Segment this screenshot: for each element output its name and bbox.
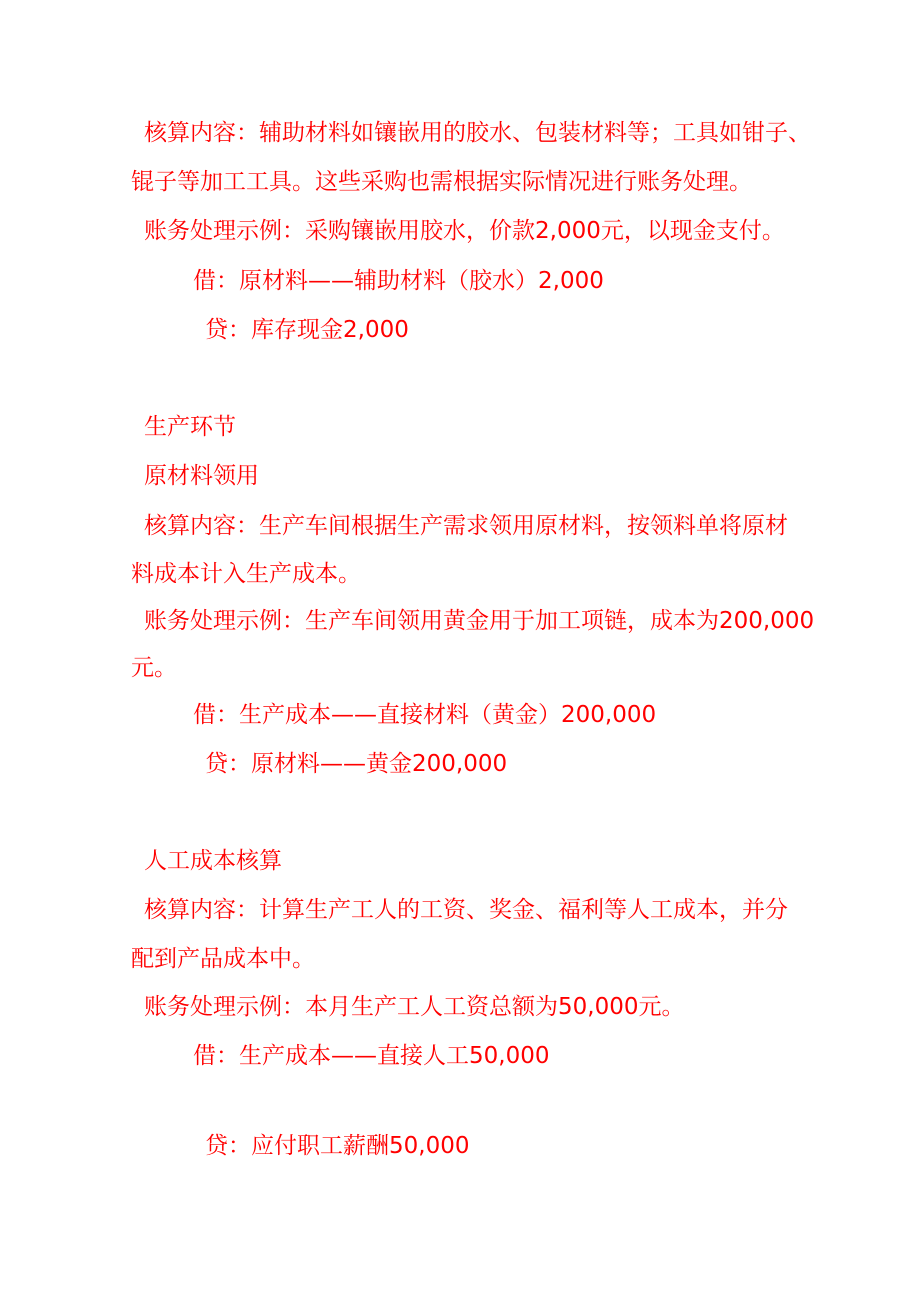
production-heading: 生产环节 xyxy=(144,414,236,440)
labor-example: 账务处理示例：本月生产工人工资总额为50,000元。 xyxy=(144,994,685,1020)
aux-credit-entry: 贷：库存现金2,000 xyxy=(205,317,409,343)
labor-credit-entry: 贷：应付职工薪酬50,000 xyxy=(205,1133,470,1159)
production-content-line2: 料成本计入生产成本。 xyxy=(131,561,361,587)
production-example-line1: 账务处理示例：生产车间领用黄金用于加工项链，成本为200,000 xyxy=(144,608,815,634)
labor-heading: 人工成本核算 xyxy=(144,848,282,874)
aux-content-line1: 核算内容：辅助材料如镶嵌用的胶水、包装材料等；工具如钳子、 xyxy=(144,120,811,146)
production-example-line2: 元。 xyxy=(131,655,177,681)
production-subheading: 原材料领用 xyxy=(144,463,259,489)
labor-content-line2: 配到产品成本中。 xyxy=(131,946,315,972)
production-debit-entry: 借：生产成本——直接材料（黄金）200,000 xyxy=(193,702,657,728)
production-content-line1: 核算内容：生产车间根据生产需求领用原材料，按领料单将原材 xyxy=(144,513,788,539)
production-credit-entry: 贷：原材料——黄金200,000 xyxy=(205,751,508,777)
aux-content-line2: 锟子等加工工具。这些采购也需根据实际情况进行账务处理。 xyxy=(131,169,752,195)
labor-debit-entry: 借：生产成本——直接人工50,000 xyxy=(193,1043,550,1069)
aux-debit-entry: 借：原材料——辅助材料（胶水）2,000 xyxy=(193,268,604,294)
aux-example: 账务处理示例：采购镶嵌用胶水，价款2,000元，以现金支付。 xyxy=(144,218,785,244)
labor-content-line1: 核算内容：计算生产工人的工资、奖金、福利等人工成本，并分 xyxy=(144,897,788,923)
